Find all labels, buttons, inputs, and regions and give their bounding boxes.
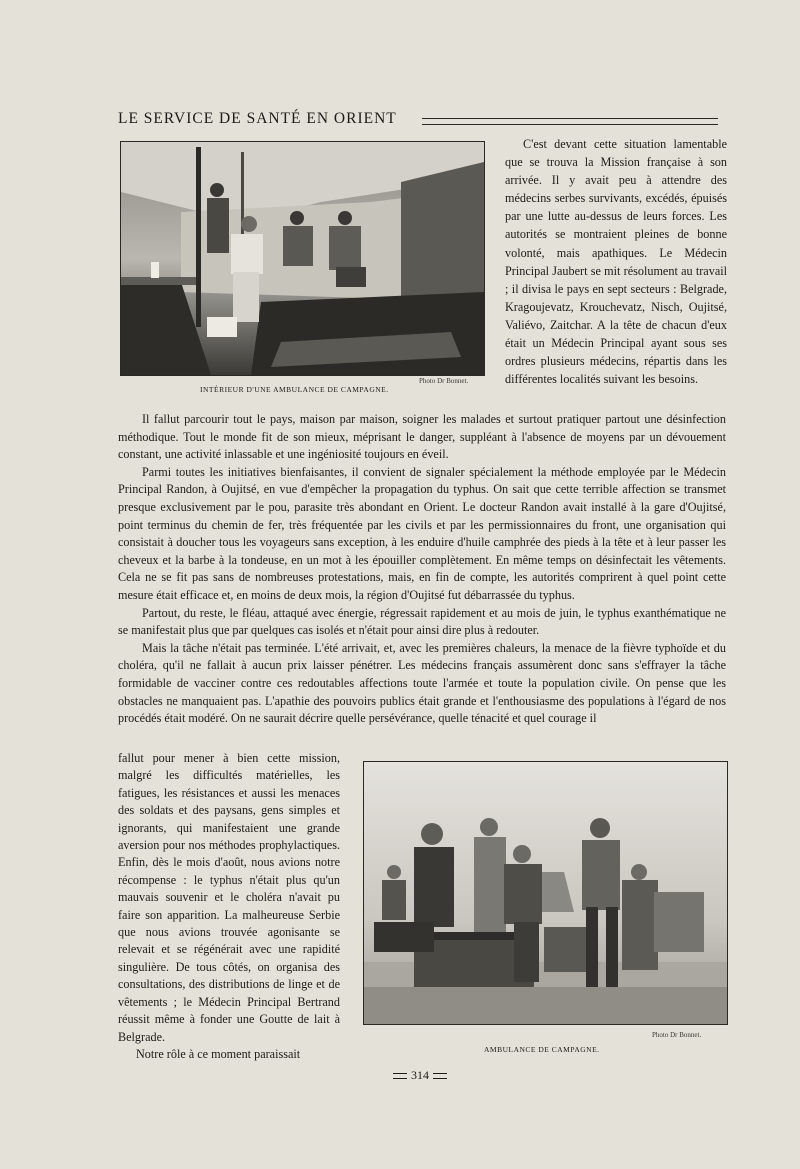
photo2-credit: Photo Dr Bonnet. xyxy=(652,1031,702,1039)
page-header xyxy=(118,110,718,132)
header-rule xyxy=(422,118,718,125)
page-number xyxy=(380,1068,460,1083)
photo1-caption: INTÉRIEUR D'UNE AMBULANCE DE CAMPAGNE. xyxy=(200,385,389,394)
page-number-ornament-left xyxy=(393,1073,407,1079)
body-text xyxy=(118,411,726,728)
header-title: LE SERVICE DE SANTÉ EN ORIENT xyxy=(118,110,397,127)
photo1-credit: Photo Dr Bonnet. xyxy=(419,377,469,385)
photo-field-ambulance xyxy=(363,761,728,1025)
right-column-paragraph: C'est devant cette situation lamentable que se trouva la Mission française à son arrivée. Il y avait peu à attendre des médecins serbes survivants, excédés, épuisés par une lutte au-dessus de leurs forces. Les autorités se montraient pleines de bonne volonté, mais apathiques. Le Médecin Principal Jaubert se mit résolument au travail ; il divisa le pays en sept secteurs : Belgrade, Kragoujevatz, Krouchevatz, Nisch, Oujitsé, Valiévo, Zaitchar. A la tête de chacun d'eux était un Médecin Principal ayant sous ses ordres plusieurs médecins, répartis dans les différentes localités suivant les besoins. xyxy=(505,137,727,387)
body-paragraph-3: Partout, du reste, le fléau, attaqué avec énergie, régressait rapidement et au mois de juin, le typhus exanthématique ne se manifestait plus que par quelques cas isolés et n'était pour ainsi dire plus à redouter. xyxy=(118,605,726,638)
body-paragraph-2: Parmi toutes les initiatives bienfaisantes, il convient de signaler spécialement la méthode employée par le Médecin Principal Randon, à Oujitsé, en vue d'empêcher la propagation du typhus. On sait que cette terrible affection se transmet presque exclusivement par le pou, parasite très abondant en Orient. Le docteur Randon avait installé à la gare d'Oujitsé, point terminus du chemin de fer, très fréquentée par les civils et par les permissionnaires du front, une organisation qui consistait à doucher tous les voyageurs sans exception, à les enduire d'huile camphrée des pieds à la tête et à leur passer les cheveux et la barbe à la tondeuse, en un mot à les épouiller complètement. En même temps on désinfectait les vêtements. Cela ne se fit pas sans de nombreuses protestations, mais, en fin de compte, les autorités comprirent à quel point cette mesure était efficace et, en moins de deux mois, la région d'Oujitsé fut débarrassée du typhus. xyxy=(118,464,726,602)
left-column-paragraph-2: Notre rôle à ce moment paraissait xyxy=(136,1046,301,1061)
photo2-caption: AMBULANCE DE CAMPAGNE. xyxy=(484,1045,600,1054)
body-paragraph-4: Mais la tâche n'était pas terminée. L'été arrivait, et, avec les premières chaleurs, la menace de la fièvre typhoïde et du choléra, qu'il ne fallait à aucun prix laisser pénétrer. Les médecins français assumèrent donc sans s'effrayer la tâche formidable de vacciner contre ces redoutables affections toute l'armée et toute la population civile. On pense que les obstacles ne manquaient pas. L'apathie des pouvoirs publics était grande et l'enthousiasme des populations à l'égard de nos procédés était modéré. On ne saurait décrire quelle persévérance, quelle ténacité et quel courage il xyxy=(118,640,726,726)
left-column-paragraph-1: fallut pour mener à bien cette mission, malgré les difficultés matérielles, les fatigues, les résistances et aussi les menaces des soldats et des paysans, gens simples et ignorants, qui manifestaient une grande aversion pour nos méthodes prophylactiques. Enfin, dès le mois d'août, nous avions notre récompense : le typhus n'était plus qu'un mauvais souvenir et le choléra n'avait pu faire son apparition. La malheureuse Serbie que nous avions trouvée agonisante se relevait et se régénérait avec une rapidité singulière. De tous côtés, on organisa des consultations, des distributions de linge et de vêtements ; le Médecin Principal Bertrand réussit même à fonder une Goutte de lait à Belgrade. xyxy=(118,751,340,1044)
body-paragraph-1: Il fallut parcourir tout le pays, maison par maison, soigner les malades et surtout pratiquer partout une désinfection méthodique. Tout le monde fit de son mieux, méprisant le danger, suppléant à l'absence de moyens par un dévouement constant, une activité inlassable et une ingéniosité toujours en éveil. xyxy=(118,412,726,462)
page-number-value: 314 xyxy=(411,1068,429,1082)
left-column-text xyxy=(118,750,340,1063)
page-number-ornament-right xyxy=(433,1073,447,1079)
right-column-text xyxy=(505,135,727,388)
photo-tent-interior xyxy=(120,141,485,376)
